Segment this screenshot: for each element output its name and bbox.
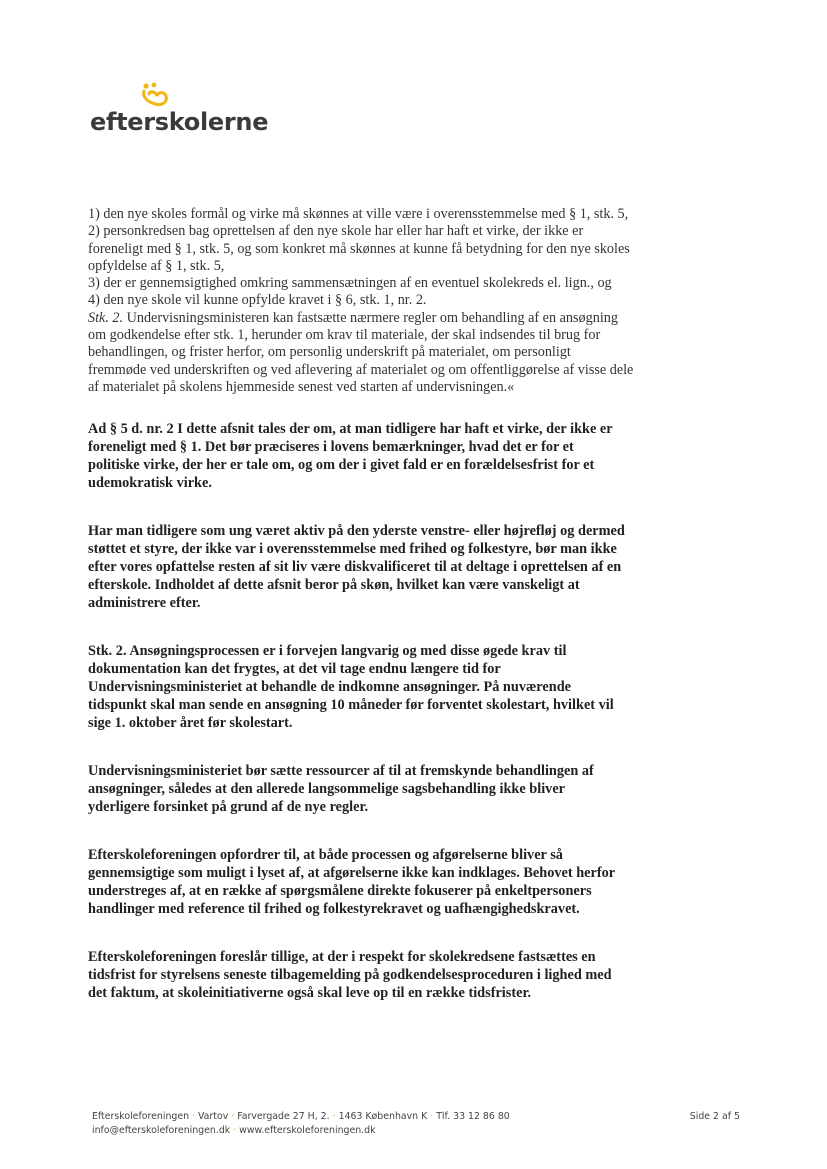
law-line: af materialet på skolens hjemmeside senest ved starten af undervisningen.« <box>88 378 515 395</box>
paragraph-line: Stk. 2. Ansøgningsprocessen er i forvejen langvarig og med disse øgede krav til <box>88 643 567 660</box>
footer-separator: · <box>231 1111 235 1122</box>
document-body <box>88 206 758 1002</box>
paragraph-resources <box>88 762 758 816</box>
footer-contact-line <box>92 1124 752 1138</box>
paragraph-line: Efterskoleforeningen foreslår tillige, at der i respekt for skolekredsene fastsættes en <box>88 949 596 966</box>
hearts-figure-icon <box>140 82 170 110</box>
logo-wordmark: efterskolerne <box>90 108 269 136</box>
paragraph-line: efterskole. Indholdet af dette afsnit beror på skøn, hvilket kan være vanskeligt at <box>88 577 580 594</box>
paragraph-transparency <box>88 846 758 918</box>
law-line: 4) den nye skole vil kunne opfylde kravet i § 6, stk. 1, nr. 2. <box>88 292 427 309</box>
paragraph-line: tidsfrist for styrelsens seneste tilbagemelding på godkendelsesproceduren i lighed med <box>88 967 612 984</box>
footer-email-link[interactable]: info@efterskoleforeningen.dk <box>92 1125 231 1136</box>
paragraph-line: det faktum, at skoleinitiativerne også skal leve op til en række tidsfrister. <box>88 985 532 1002</box>
paragraph-line: gennemsigtige som muligt i lyset af, at afgørelserne ikke kan indklages. Behovet herfor <box>88 865 616 882</box>
footer-separator: · <box>233 1125 237 1136</box>
law-line: 1) den nye skoles formål og virke må skønnes at ville være i overensstemmelse med § 1, stk. 5, <box>88 206 629 222</box>
paragraph-line: dokumentation kan det frygtes, at det vil tage endnu længere tid for <box>88 661 501 678</box>
paragraph-line: sige 1. oktober året før skolestart. <box>88 715 293 732</box>
footer-separator: · <box>332 1111 336 1122</box>
paragraph-stk2 <box>88 642 758 732</box>
law-line: 3) der er gennemsigtighed omkring sammensætningen af en eventuel skolekreds el. lign., og <box>88 275 612 292</box>
law-line: foreneligt med § 1, stk. 5, og som konkret må skønnes at kunne få betydning for den nye skoles <box>88 240 630 257</box>
paragraph-line: Ad § 5 d. nr. 2 I dette afsnit tales der om, at man tidligere har haft et virke, der ikke er <box>88 421 613 438</box>
law-line: fremmøde ved underskriften og ved aflevering af materialet og om offentliggørelse af visse dele <box>88 361 634 378</box>
paragraph-line: handlinger med reference til frihed og folkestyrekravet og uafhængighedskravet. <box>88 901 580 918</box>
footer-address-line <box>92 1110 752 1124</box>
footer-separator: · <box>430 1111 434 1122</box>
footer-separator: · <box>192 1111 196 1122</box>
paragraph-line: Har man tidligere som ung været aktiv på den yderste venstre- eller højrefløj og dermed <box>88 523 625 540</box>
paragraph-line: yderligere forsinket på grund af de nye regler. <box>88 799 369 816</box>
footer-org: Efterskoleforeningen <box>92 1111 190 1122</box>
efterskolerne-logo <box>90 82 270 142</box>
paragraph-line: politiske virke, der her er tale om, og om der i givet fald er en forældelsesfrist for et <box>88 457 595 474</box>
paragraph-line: tidspunkt skal man sende en ansøgning 10 måneder før forventet skolestart, hvilket vil <box>88 697 614 714</box>
footer-address: Farvergade 27 H, 2. <box>237 1111 330 1122</box>
paragraph-ad-5d <box>88 420 758 492</box>
stk2-text: Undervisningsministeren kan fastsætte nærmere regler om behandling af en ansøgning <box>123 309 618 326</box>
page-footer <box>92 1110 752 1138</box>
paragraph-line: udemokratisk virke. <box>88 475 212 492</box>
paragraph-line: administrere efter. <box>88 595 201 612</box>
law-line: om godkendelse efter stk. 1, herunder om krav til materiale, der skal indsendes til brug for <box>88 327 601 344</box>
paragraph-line: Undervisningsministeriet at behandle de indkomne ansøgninger. På nuværende <box>88 679 571 696</box>
paragraph-line: Efterskoleforeningen opfordrer til, at både processen og afgørelserne bliver så <box>88 847 563 864</box>
paragraph-deadline <box>88 948 758 1002</box>
paragraph-line: efter vores opfattelse resten af sit liv være diskvalificeret til at deltage i oprettelsen af en <box>88 559 622 576</box>
footer-phone: Tlf. 33 12 86 80 <box>436 1111 510 1122</box>
law-line: opfyldelse af § 1, stk. 5, <box>88 257 225 274</box>
footer-postal: 1463 København K <box>338 1111 428 1122</box>
footer-web-link[interactable]: www.efterskoleforeningen.dk <box>239 1125 376 1136</box>
law-excerpt <box>88 206 758 396</box>
law-line: 2) personkredsen bag oprettelsen af den nye skole har eller har haft et virke, der ikke er <box>88 223 584 240</box>
footer-building: Vartov <box>198 1111 229 1122</box>
paragraph-line: foreneligt med § 1. Det bør præciseres i lovens bemærkninger, hvad det er for et <box>88 439 574 456</box>
paragraph-line: ansøgninger, således at den allerede langsommelige sagsbehandling ikke bliver <box>88 781 566 798</box>
paragraph-line: Undervisningsministeriet bør sætte ressourcer af til at fremskynde behandlingen af <box>88 763 594 780</box>
paragraph-line: understreges af, at en række af spørgsmålene direkte fokuserer på enkeltpersoners <box>88 883 592 900</box>
page-number: Side 2 af 5 <box>689 1111 740 1122</box>
paragraph-political-past <box>88 522 758 612</box>
paragraph-line: støttet et styre, der ikke var i overensstemmelse med frihed og folkestyre, bør man ikke <box>88 541 617 558</box>
law-line: behandlingen, og frister herfor, om personlig underskrift på materialet, om personligt <box>88 344 571 361</box>
law-stk2-line <box>88 310 758 327</box>
stk2-label: Stk. 2. <box>88 309 124 326</box>
